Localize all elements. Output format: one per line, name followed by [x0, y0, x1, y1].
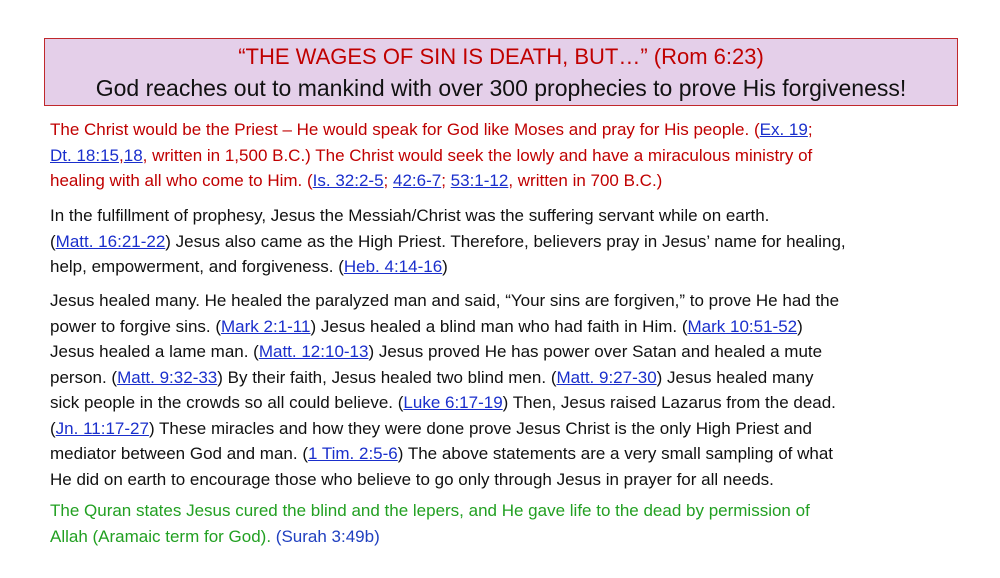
text: In the fulfillment of prophesy, Jesus the Messiah/Christ was the suffering servant while on earth. [50, 206, 770, 225]
ref-link-matt-12[interactable]: Matt. 12:10-13 [258, 342, 369, 361]
text: ; [441, 171, 451, 190]
text: help, empowerment, and forgiveness. ( [50, 257, 344, 276]
text: He did on earth to encourage those who believe to go only through Jesus in prayer for all needs. [50, 469, 774, 489]
text: ( [50, 418, 56, 438]
ref-link-ex-19[interactable]: Ex. 19 [759, 120, 808, 139]
paragraph-fulfillment [50, 203, 962, 280]
surah-reference: (Surah 3:49b) [275, 526, 380, 546]
text: ; [807, 120, 813, 139]
ref-link-18[interactable]: 18 [123, 145, 143, 165]
text: ) [442, 257, 448, 276]
ref-link-heb-4[interactable]: Heb. 4:14-16 [343, 257, 443, 276]
paragraph-priest-prophecy [50, 117, 962, 194]
text: mediator between God and man. ( [50, 444, 308, 463]
title-subheading: God reaches out to mankind with over 300 prophecies to prove His forgiveness! [95, 75, 907, 101]
ref-link-matt-9-27[interactable]: Matt. 9:27-30 [556, 367, 657, 387]
text: ) [797, 316, 803, 336]
ref-link-matt-9-32[interactable]: Matt. 9:32-33 [117, 367, 218, 387]
ref-link-jn-11[interactable]: Jn. 11:17-27 [55, 418, 149, 438]
text: power to forgive sins. ( [50, 316, 222, 336]
ref-link-dt-18-15[interactable]: Dt. 18:15 [50, 145, 119, 165]
ref-link-mark-10[interactable]: Mark 10:51-52 [687, 316, 798, 336]
text: ) By their faith, Jesus healed two blind men. ( [217, 367, 557, 387]
text: ) These miracles and how they were done prove Jesus Christ is the only High Priest and [148, 418, 812, 438]
title-box [44, 38, 958, 106]
text: ) The above statements are a very small sampling of what [397, 444, 834, 463]
paragraph-healings [50, 288, 962, 492]
ref-link-53[interactable]: 53:1-12 [450, 171, 509, 190]
text: The Quran states Jesus cured the blind and the lepers, and He gave life to the dead by permission of [50, 501, 810, 520]
text: ) Jesus healed a blind man who had faith in Him. ( [310, 316, 688, 336]
text: ; [383, 171, 393, 190]
text: , written in 1,500 B.C.) The Christ would seek the lowly and have a miraculous ministry of [142, 145, 813, 165]
text: person. ( [50, 367, 118, 387]
text: , [119, 145, 124, 165]
text: Jesus healed a lame man. ( [50, 342, 259, 361]
text: Allah (Aramaic term for God). [50, 526, 276, 546]
title-heading: “THE WAGES OF SIN IS DEATH, BUT…” (Rom 6:23) [238, 44, 764, 69]
ref-link-1-tim-2[interactable]: 1 Tim. 2:5-6 [307, 444, 398, 463]
ref-link-is-32[interactable]: Is. 32:2-5 [312, 171, 384, 190]
text: sick people in the crowds so all could believe. ( [50, 393, 404, 412]
ref-link-matt-16[interactable]: Matt. 16:21-22 [55, 231, 166, 251]
ref-link-mark-2[interactable]: Mark 2:1-11 [221, 316, 311, 336]
text: ) Jesus proved He has power over Satan and healed a mute [368, 342, 823, 361]
text: Jesus healed many. He healed the paralyzed man and said, “Your sins are forgiven,” to prove He had the [50, 291, 840, 310]
paragraph-quran [50, 498, 962, 549]
text: ) Jesus also came as the High Priest. Therefore, believers pray in Jesus’ name for healing, [165, 231, 846, 251]
text: ) Jesus healed many [656, 367, 814, 387]
text: healing with all who come to Him. ( [50, 171, 313, 190]
text: ) Then, Jesus raised Lazarus from the dead. [502, 393, 836, 412]
ref-link-luke-6[interactable]: Luke 6:17-19 [403, 393, 503, 412]
text: The Christ would be the Priest – He would speak for God like Moses and pray for His people. ( [50, 120, 760, 139]
ref-link-42[interactable]: 42:6-7 [393, 171, 442, 190]
text: , written in 700 B.C.) [508, 171, 663, 190]
text: ( [50, 231, 56, 251]
